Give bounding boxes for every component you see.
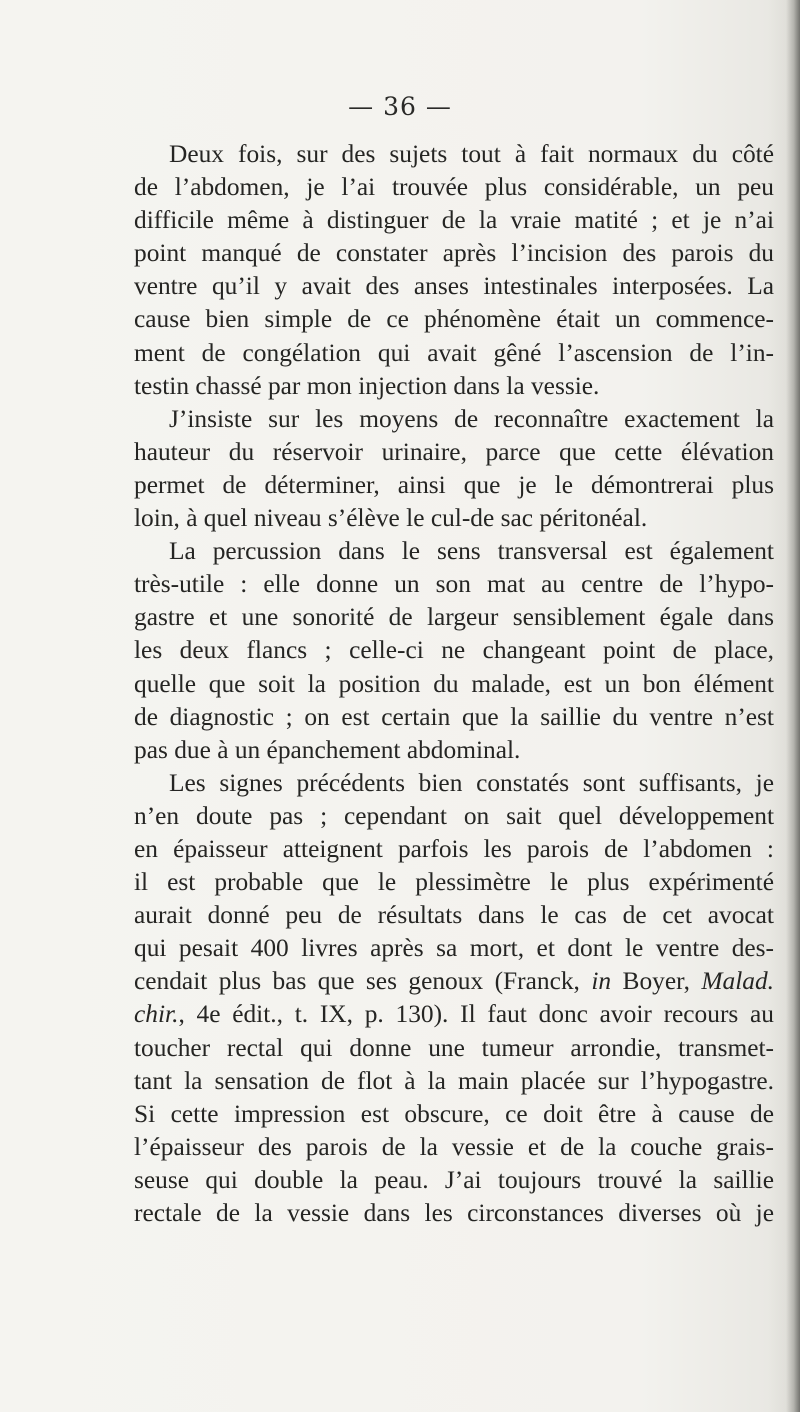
text-segment: Boyer, <box>611 967 702 996</box>
text-line: de diagnostic ; on est certain que la saillie du ventre n’est <box>134 702 774 731</box>
text-line: seuse qui double la peau. J’ai toujours trouvé la saillie <box>134 1165 774 1194</box>
text-line: très-utile : elle donne un son mat au centre de l’hypo- <box>134 570 774 599</box>
text-line: quelle que soit la position du malade, est un bon élément <box>134 669 774 698</box>
text-line: Deux fois, sur des sujets tout à fait normaux du côté <box>169 140 774 168</box>
text-line: tant la sensation de flot à la main placée sur l’hypogastre. <box>134 1066 774 1095</box>
text-line: cause bien simple de ce phénomène était un commence- <box>134 305 774 334</box>
text-line <box>134 998 774 1031</box>
text-line: gastre et une sonorité de largeur sensiblement égale dans <box>134 603 774 632</box>
text-line: testin chassé par mon injection dans la vessie. <box>134 371 600 400</box>
text-line: les deux flancs ; celle-ci ne changeant point de place, <box>134 636 774 665</box>
text-line: l’épaisseur des parois de la vessie et de la couche grais- <box>134 1132 774 1161</box>
text-line: qui pesait 400 livres après sa mort, et dont le ventre des- <box>134 934 774 963</box>
text-segment: Malad. <box>701 967 775 996</box>
text-line: de l’abdomen, je l’ai trouvée plus considérable, un peu <box>134 173 774 202</box>
page-edge-shadow <box>786 0 800 1412</box>
text-line: pas due à un épanchement abdominal. <box>134 735 521 764</box>
text-segment: cendait plus bas que ses genoux (Franck, <box>134 967 592 996</box>
text-line: Les signes précédents bien constatés sont suffisants, je <box>169 768 774 797</box>
text-line: J’insiste sur les moyens de reconnaître exactement la <box>169 404 774 433</box>
text-line <box>134 965 774 998</box>
text-line: difficile même à distinguer de la vraie matité ; et je n’ai <box>134 206 774 235</box>
text-line: permet de déterminer, ainsi que je le démontrerai plus <box>134 470 774 499</box>
text-line: n’en doute pas ; cependant on sait quel développement <box>134 801 774 830</box>
text-line: il est probable que le plessimètre le plus expérimenté <box>134 868 774 897</box>
text-line: toucher rectal qui donne une tumeur arrondie, transmet- <box>134 1033 774 1062</box>
text-line: en épaisseur atteignent parfois les parois de l’abdomen : <box>134 834 774 863</box>
text-line: ventre qu’il y avait des anses intestinales interposées. La <box>134 272 774 301</box>
text-line: hauteur du réservoir urinaire, parce que cette élévation <box>134 437 774 466</box>
text-segment: in <box>591 967 612 996</box>
text-line: rectale de la vessie dans les circonstances diverses où je <box>134 1199 774 1227</box>
text-line: Si cette impression est obscure, ce doit être à cause de <box>134 1099 774 1128</box>
body-text <box>134 138 774 1230</box>
page-number: — 36 — <box>348 92 452 121</box>
text-line: loin, à quel niveau s’élève le cul-de sac péritonéal. <box>134 504 648 533</box>
text-segment: , 4e édit., t. IX, p. 130). Il faut donc avoir recours au <box>178 1000 774 1029</box>
text-line: La percussion dans le sens transversal est également <box>169 537 774 566</box>
text-segment: chir. <box>134 1000 179 1029</box>
text-line: aurait donné peu de résultats dans le cas de cet avocat <box>134 901 774 930</box>
text-line: ment de congélation qui avait gêné l’ascension de l’in- <box>134 338 774 367</box>
text-line: point manqué de constater après l’incision des parois du <box>134 239 774 268</box>
